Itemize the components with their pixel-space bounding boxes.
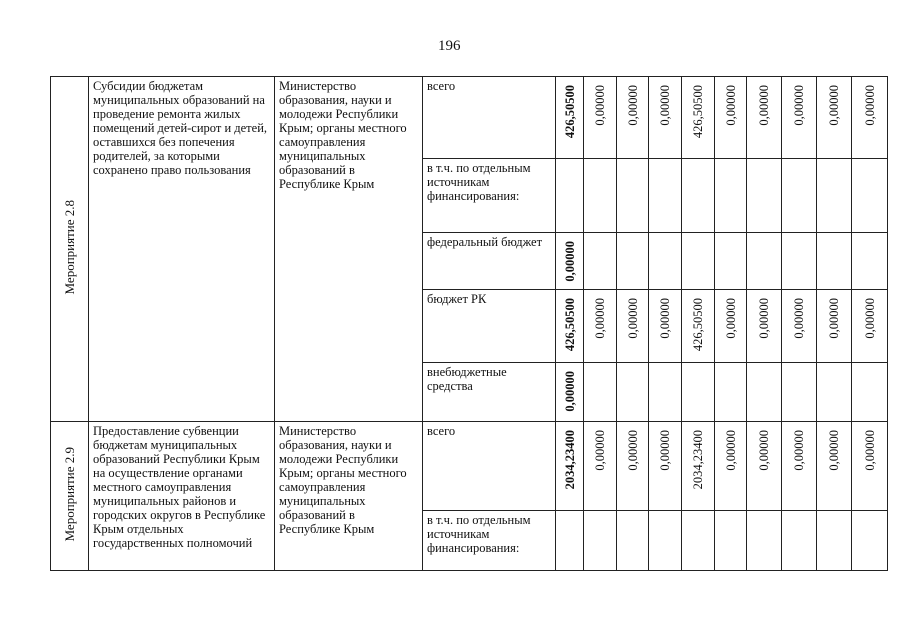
value-text: 0,00000 (827, 430, 841, 471)
table-row (51, 422, 888, 511)
value-text: 0,00000 (792, 298, 806, 339)
value-cell (782, 290, 817, 363)
value-cell (715, 159, 747, 233)
value-cell (782, 511, 817, 571)
value-cell (782, 159, 817, 233)
funding-source: внебюджетные средства (423, 363, 556, 422)
value-cell (682, 290, 715, 363)
value-text: 0,00000 (792, 85, 806, 126)
value-cell (715, 77, 747, 159)
value-cell (852, 511, 888, 571)
value-cell (617, 363, 649, 422)
value-cell (617, 290, 649, 363)
value-cell (715, 511, 747, 571)
value-cell (852, 233, 888, 290)
value-cell (817, 233, 852, 290)
value-cell (852, 77, 888, 159)
value-text: 0,00000 (593, 85, 607, 126)
value-text: 0,00000 (723, 430, 738, 471)
value-cell (747, 422, 782, 511)
value-cell (747, 363, 782, 422)
value-cell (649, 77, 682, 159)
funding-source: бюджет РК (423, 290, 556, 363)
value-cell (584, 233, 617, 290)
value-cell (584, 290, 617, 363)
value-cell (747, 290, 782, 363)
value-cell (649, 290, 682, 363)
value-cell (817, 77, 852, 159)
value-cell (817, 290, 852, 363)
value-text: 0,00000 (827, 298, 841, 339)
total-value-cell (556, 363, 584, 422)
total-value-cell (556, 77, 584, 159)
value-cell (782, 77, 817, 159)
value-cell (747, 233, 782, 290)
value-cell (715, 363, 747, 422)
value-cell (617, 422, 649, 511)
funding-source: в т.ч. по отдельным источникам финансирования: (423, 511, 556, 571)
value-text: 426,50500 (691, 298, 705, 352)
value-cell (747, 511, 782, 571)
value-text: 0,00000 (757, 430, 771, 471)
funding-source: всего (423, 77, 556, 159)
value-cell (682, 77, 715, 159)
total-value-cell (556, 290, 584, 363)
activity-code-cell (51, 422, 89, 571)
activity-description: Предоставление субвенции бюджетам муниципальных образований Республики Крым на осуществление органами местного самоуправления муниципальных районов и городских округов в Республике Крым отдельных государственных полномочий (89, 422, 275, 571)
value-cell (584, 77, 617, 159)
value-cell (852, 363, 888, 422)
value-cell (617, 233, 649, 290)
value-cell (782, 422, 817, 511)
activity-code: Мероприятие 2.9 (61, 447, 77, 542)
value-cell (852, 290, 888, 363)
value-cell (584, 422, 617, 511)
value-cell (682, 233, 715, 290)
value-cell (852, 422, 888, 511)
value-text: 426,50500 (562, 298, 577, 352)
value-text: 0,00000 (827, 85, 841, 126)
page-number: 196 (438, 38, 461, 54)
value-text: 0,00000 (593, 430, 607, 471)
value-cell (649, 363, 682, 422)
funding-source: федеральный бюджет (423, 233, 556, 290)
value-cell (852, 159, 888, 233)
value-cell (617, 77, 649, 159)
value-text: 0,00000 (757, 85, 771, 126)
value-text: 0,00000 (658, 298, 672, 339)
table-row (51, 77, 888, 159)
activity-executor: Министерство образования, науки и молодежи Республики Крым; органы местного самоуправления муниципальных образований в Республике Крым (275, 422, 423, 571)
value-cell (817, 422, 852, 511)
value-text: 2034,23400 (562, 430, 577, 490)
value-cell (747, 77, 782, 159)
value-cell (584, 363, 617, 422)
value-cell (715, 233, 747, 290)
value-cell (649, 422, 682, 511)
value-text: 2034,23400 (691, 430, 705, 490)
value-cell (617, 511, 649, 571)
value-cell (715, 290, 747, 363)
value-text: 0,00000 (723, 298, 738, 339)
value-cell (782, 233, 817, 290)
activity-code-cell (51, 77, 89, 422)
value-text: 0,00000 (723, 85, 738, 126)
value-cell (682, 511, 715, 571)
total-value-cell (556, 233, 584, 290)
value-text: 0,00000 (625, 85, 640, 126)
value-cell (747, 159, 782, 233)
value-text: 0,00000 (658, 85, 672, 126)
value-cell (649, 511, 682, 571)
value-cell (682, 159, 715, 233)
activity-code: Мероприятие 2.8 (61, 200, 77, 295)
value-cell (682, 422, 715, 511)
value-text: 0,00000 (862, 298, 877, 339)
value-text: 0,00000 (625, 430, 640, 471)
financing-table (50, 76, 888, 571)
total-value-cell (556, 422, 584, 511)
value-cell (817, 159, 852, 233)
value-text: 0,00000 (562, 241, 577, 282)
value-text: 426,50500 (562, 85, 577, 139)
value-cell (817, 511, 852, 571)
value-cell (584, 511, 617, 571)
value-cell (617, 159, 649, 233)
value-text: 426,50500 (691, 85, 705, 139)
value-cell (817, 363, 852, 422)
value-cell (682, 363, 715, 422)
value-text: 0,00000 (757, 298, 771, 339)
funding-source: всего (423, 422, 556, 511)
value-cell (584, 159, 617, 233)
total-value-cell (556, 511, 584, 571)
value-text: 0,00000 (562, 371, 577, 412)
activity-description: Субсидии бюджетам муниципальных образований на проведение ремонта жилых помещений детей-сирот и детей, оставшихся без попечения родителей, за которыми сохранено право пользования (89, 77, 275, 422)
value-cell (715, 422, 747, 511)
activity-executor: Министерство образования, науки и молодежи Республики Крым; органы местного самоуправления муниципальных образований в Республике Крым (275, 77, 423, 422)
value-cell (649, 159, 682, 233)
value-text: 0,00000 (862, 85, 877, 126)
value-cell (649, 233, 682, 290)
value-text: 0,00000 (625, 298, 640, 339)
total-value-cell (556, 159, 584, 233)
value-text: 0,00000 (593, 298, 607, 339)
value-cell (782, 363, 817, 422)
value-text: 0,00000 (862, 430, 877, 471)
funding-source: в т.ч. по отдельным источникам финансирования: (423, 159, 556, 233)
value-text: 0,00000 (792, 430, 806, 471)
value-text: 0,00000 (658, 430, 672, 471)
